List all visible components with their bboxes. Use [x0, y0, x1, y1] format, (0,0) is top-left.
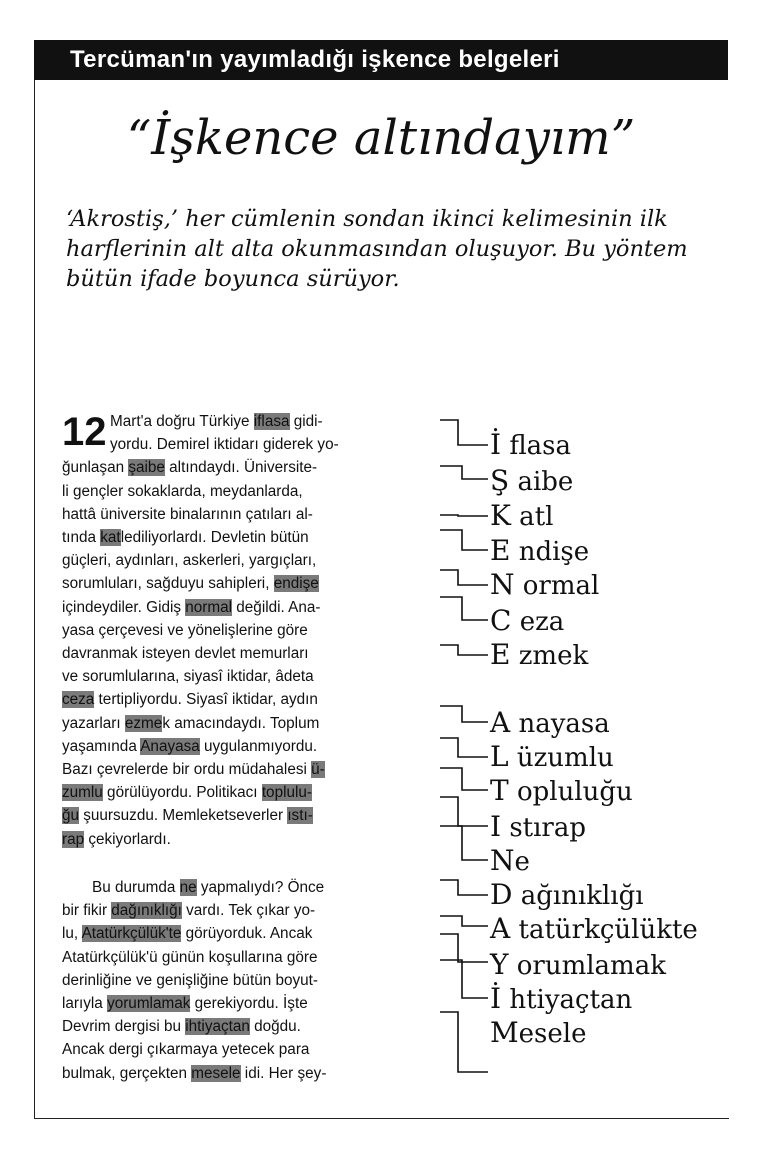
text-run: doğdu. — [249, 1018, 301, 1036]
acrostic-item — [490, 638, 730, 672]
text-run: bir fikir — [62, 902, 112, 920]
text-run: görüyorduk. Ancak — [181, 925, 313, 943]
highlighted-word: kat — [100, 529, 121, 546]
text-line — [62, 456, 317, 479]
text-run: lu, — [62, 925, 82, 943]
acrostic-item — [490, 464, 730, 498]
text-run: güçleri, aydınları, askerleri, yargıçları, — [62, 552, 317, 570]
text-run: Mart'a doğru Türkiye — [110, 413, 254, 430]
acrostic-rest: aibe — [509, 467, 574, 497]
text-line — [92, 876, 324, 899]
acrostic-letter: M — [490, 1016, 519, 1049]
text-line — [62, 781, 312, 804]
section-banner: Tercüman'ın yayımladığı işkence belgeleri — [34, 40, 728, 80]
highlighted-word: toplulu- — [261, 784, 312, 802]
text-run: davranmak isteyen devlet memurları — [62, 645, 309, 662]
acrostic-item — [490, 982, 730, 1016]
acrostic-letter: C — [490, 604, 512, 637]
text-line — [62, 480, 303, 503]
acrostic-item — [490, 706, 730, 740]
acrostic-letter: K — [490, 499, 511, 532]
text-run: tında — [62, 529, 101, 546]
text-run: lediliyorlardı. Devletin bütün — [120, 529, 309, 546]
text-run: idi. Her şey- — [240, 1064, 327, 1082]
text-run: vardı. Tek çıkar yo- — [181, 902, 316, 920]
acrostic-letter: İ — [490, 982, 502, 1015]
text-run: şuursuzdu. Memleketseverler — [79, 807, 288, 825]
acrostic-rest: eza — [511, 607, 565, 637]
acrostic-item — [490, 878, 730, 912]
acrostic-letter: Y — [490, 948, 509, 981]
acrostic-item — [490, 499, 730, 533]
highlighted-word: ne — [179, 879, 197, 896]
acrostic-rest: flasa — [501, 431, 572, 461]
text-line — [62, 712, 319, 735]
text-line — [62, 665, 314, 688]
highlighted-word: Anayasa — [140, 737, 200, 755]
text-line — [62, 922, 312, 945]
text-line — [62, 992, 308, 1015]
text-line — [62, 969, 318, 992]
highlighted-word: ğu — [62, 807, 80, 825]
acrostic-letter: E — [490, 534, 511, 567]
text-run: altındaydı. Üniversite- — [164, 459, 318, 477]
text-run: Atatürkçülük'ü günün koşullarına göre — [62, 948, 318, 966]
text-line — [62, 642, 309, 665]
acrostic-letter: D — [490, 878, 513, 911]
acrostic-rest: orumlamak — [508, 951, 666, 981]
acrostic-item — [490, 774, 730, 808]
text-run: ğunlaşan — [62, 459, 129, 477]
text-run: Bazı çevrelerde bir ordu müdahalesi — [62, 761, 312, 778]
highlighted-word: ü- — [311, 761, 325, 778]
text-line — [62, 572, 319, 595]
highlighted-word: yorumlamak — [107, 995, 191, 1012]
text-run: yaşamında — [62, 737, 141, 755]
text-line — [62, 1038, 309, 1061]
text-line — [62, 758, 325, 781]
text-run: larıyla — [62, 995, 108, 1012]
highlighted-word: normal — [185, 598, 233, 616]
text-line — [62, 899, 315, 922]
acrostic-letter: A — [490, 912, 511, 945]
text-run: tertipliyordu. Siyasî iktidar, aydın — [94, 691, 318, 709]
acrostic-letter: İ — [490, 428, 502, 461]
acrostic-item — [490, 1016, 730, 1050]
text-line — [62, 596, 321, 619]
acrostic-item — [490, 844, 730, 878]
acrostic-rest: ağınıklığı — [512, 881, 644, 911]
text-run: Devrim dergisi bu — [62, 1018, 186, 1036]
acrostic-rest: esele — [518, 1019, 587, 1049]
text-run: içindeydiler. Gidiş — [62, 598, 186, 616]
text-run: görülüyordu. Politikacı — [102, 784, 262, 802]
text-line — [62, 503, 313, 526]
acrostic-item — [490, 912, 730, 946]
text-run: yordu. Demirel iktidarı giderek yo- — [110, 436, 339, 454]
acrostic-rest: opluluğu — [508, 777, 633, 807]
text-line — [110, 433, 339, 456]
text-run: değildi. Ana- — [232, 598, 321, 616]
text-run: sorumluları, sağduyu sahipleri, — [62, 575, 274, 593]
acrostic-rest: üzumlu — [508, 743, 614, 773]
highlighted-word: ihtiyaçtan — [185, 1018, 250, 1036]
text-run: uygulanmıyordu. — [199, 737, 318, 755]
highlighted-word: zumlu — [62, 784, 103, 802]
text-run: yasa çerçevesi ve yönelişlerine göre — [62, 621, 308, 639]
text-run: li gençler sokaklarda, meydanlarda, — [62, 482, 303, 500]
acrostic-letter: L — [490, 740, 509, 773]
text-run: bulmak, gerçekten — [62, 1064, 192, 1082]
highlighted-word: iflasa — [253, 413, 290, 430]
text-line — [110, 410, 323, 433]
text-run: gerekiyordu. İşte — [190, 995, 308, 1012]
acrostic-item — [490, 604, 730, 638]
text-run: Bu durumda — [92, 879, 180, 896]
text-line — [62, 1062, 326, 1085]
text-run: derinliğine ve genişliğine bütün boyut- — [62, 971, 318, 989]
highlighted-word: ceza — [62, 691, 95, 709]
acrostic-item — [490, 428, 730, 462]
acrostic-letter: A — [490, 706, 511, 739]
acrostic-letter: E — [490, 638, 511, 671]
acrostic-letter: N — [490, 568, 515, 601]
text-run: yazarları — [62, 714, 125, 732]
acrostic-item — [490, 740, 730, 774]
text-run: k amacındaydı. Toplum — [162, 714, 320, 732]
acrostic-rest: htiyaçtan — [501, 985, 633, 1015]
text-line — [62, 549, 316, 572]
highlighted-word: endişe — [273, 575, 319, 593]
text-run: Ancak dergi çıkarmaya yetecek para — [62, 1041, 310, 1059]
highlighted-word: Atatürkçülük'te — [81, 925, 182, 943]
acrostic-rest: zmek — [510, 641, 589, 671]
acrostic-rest: e — [514, 847, 530, 877]
acrostic-letter: N — [490, 844, 515, 877]
text-run: yapmalıydı? Önce — [196, 879, 325, 896]
text-line — [62, 526, 309, 549]
acrostic-item — [490, 948, 730, 982]
text-run: hattâ üniversite binalarının çatıları al- — [62, 505, 313, 523]
deck-text: ‘Akrostiş,’ her cümlenin sondan ikinci kelimesinin ilk harflerinin alt alta okunmasından oluşuyor. Bu yöntem bütün ifade boyunca sürüyor. — [66, 206, 688, 292]
text-line — [62, 946, 317, 969]
text-run: ve sorumlularına, siyasî iktidar, âdeta — [62, 668, 314, 686]
text-line — [62, 688, 318, 711]
drop-cap: 12 — [62, 410, 107, 454]
acrostic-letter: I — [490, 810, 502, 843]
highlighted-word: rap — [62, 830, 85, 848]
text-line — [62, 1015, 301, 1038]
acrostic-letter: Ş — [490, 464, 510, 497]
acrostic-rest: tatürkçülükte — [510, 915, 698, 945]
acrostic-rest: atl — [510, 502, 554, 532]
highlighted-word: ıstı- — [287, 807, 313, 825]
text-line — [62, 804, 313, 827]
text-line — [62, 619, 308, 642]
text-line — [62, 828, 171, 851]
text-run: gidi- — [289, 413, 323, 430]
highlighted-word: şaibe — [128, 459, 165, 477]
highlighted-word: mesele — [191, 1064, 241, 1082]
acrostic-rest: ormal — [514, 571, 600, 601]
text-line — [62, 735, 317, 758]
headline: “İşkence altındayım” — [126, 110, 636, 166]
acrostic-item — [490, 568, 730, 602]
highlighted-word: dağınıklığı — [111, 902, 182, 920]
acrostic-rest: ndişe — [510, 537, 590, 567]
highlighted-word: ezme — [124, 714, 163, 732]
acrostic-rest: stırap — [501, 813, 587, 843]
text-run: çekiyorlardı. — [84, 830, 171, 848]
acrostic-rest: nayasa — [510, 709, 610, 739]
acrostic-item — [490, 534, 730, 568]
acrostic-letter: T — [490, 774, 509, 807]
acrostic-item — [490, 810, 730, 844]
